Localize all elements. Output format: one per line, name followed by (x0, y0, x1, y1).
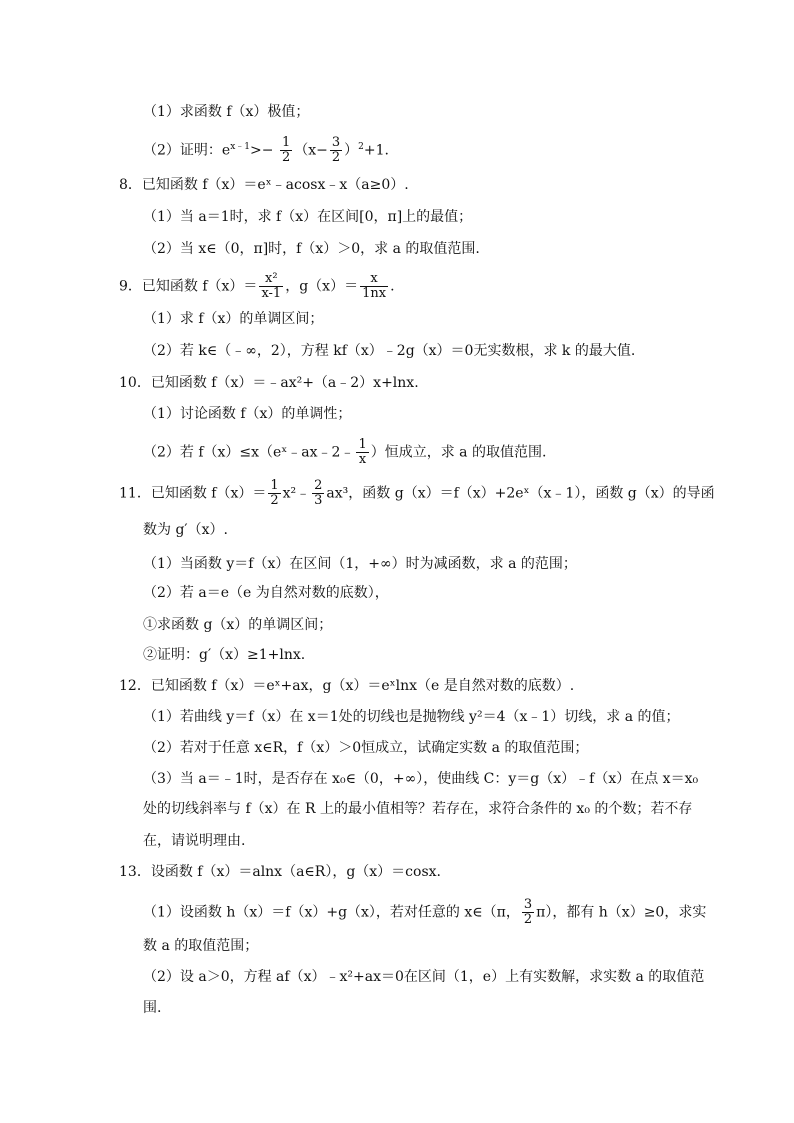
q7-fraction-2-numerator: 3 (331, 135, 341, 150)
q13-title: 13．设函数 f（x）＝alnx（a∈R），g（x）＝cosx. (119, 864, 441, 880)
q7-part2-mid: >− (250, 142, 274, 159)
q9-fraction-1 (259, 272, 283, 301)
q10-title: 10．已知函数 f（x）＝﹣ax²+（a﹣2）x+lnx. (119, 375, 419, 391)
q11-title (119, 479, 715, 508)
q11-fraction-2-numerator: 2 (314, 478, 323, 493)
q9-part1: （1）求 f（x）的单调区间； (143, 311, 324, 327)
q13-fraction (522, 898, 534, 927)
q12-part3-cont1: 处的切线斜率与 f（x）在 R 上的最小值相等？若存在，求符合条件的 x₀ 的个数；若不存 (143, 801, 693, 817)
q11-fraction-1-denominator: 2 (270, 493, 279, 508)
q10-part2-end: ）恒成立，求 a 的取值范围. (370, 444, 547, 461)
q11-end: ax³，函数 g（x）＝f（x）+2eˣ（x﹣1），函数 g（x）的导函 (326, 485, 715, 502)
q11-fraction-2-denominator: 3 (314, 493, 323, 508)
q13-fraction-denominator: 2 (523, 912, 533, 927)
q9-fraction-2 (360, 272, 388, 301)
q11-continuation: 数为 g′（x）. (143, 522, 228, 538)
q7-part2-paren: （x− (294, 142, 328, 159)
q8-title: 8．已知函数 f（x）＝eˣ﹣acosx﹣x（a≥0）. (119, 177, 409, 193)
q11-mid: x²﹣ (282, 485, 311, 502)
q7-part2-square: 2 (358, 141, 364, 152)
q13-fraction-numerator: 3 (523, 897, 533, 912)
q10-fraction (356, 438, 368, 467)
q9-part2: （2）若 k∈（﹣∞，2），方程 kf（x）﹣2g（x）＝0无实数根，求 k 的最大值. (143, 343, 636, 359)
q12-part2: （2）若对于任意 x∈R，f（x）＞0恒成立，试确定实数 a 的取值范围； (143, 740, 589, 756)
q7-part2-close: ） (344, 142, 359, 159)
q11-part2b: ②证明：g′（x）≥1+lnx. (143, 647, 306, 663)
q9-title (119, 272, 395, 301)
q8-part2: （2）当 x∈（0，π]时，f（x）＞0，求 a 的取值范围. (143, 241, 480, 257)
q13-part2-cont: 围. (143, 1000, 162, 1016)
q10-part1: （1）讨论函数 f（x）的单调性； (143, 406, 352, 422)
q10-fraction-denominator: x (358, 452, 367, 467)
q7-part2-end: +1. (363, 142, 389, 159)
q7-fraction-2-denominator: 2 (331, 150, 341, 165)
q7-fraction-1 (280, 136, 292, 165)
q11-part2: （2）若 a＝e（e 为自然对数的底数）， (143, 585, 389, 601)
q13-part1-cont: 数 a 的取值范围； (143, 938, 259, 954)
q12-part3: （3）当 a＝﹣1时，是否存在 x₀∈（0，+∞），使曲线 C：y＝g（x）﹣f（x）在点 x＝x₀ (143, 771, 699, 787)
q7-part2 (143, 136, 389, 165)
q9-fraction-2-numerator: x (360, 272, 388, 287)
q9-prefix: 9．已知函数 f（x）＝ (119, 278, 258, 295)
q7-fraction-2 (330, 136, 342, 165)
q10-fraction-numerator: 1 (358, 437, 367, 452)
q9-fraction-1-denominator: x-1 (261, 286, 282, 301)
q10-part2 (143, 438, 546, 467)
q11-part1: （1）当函数 y＝f（x）在区间（1，+∞）时为减函数，求 a 的范围； (143, 556, 577, 572)
q13-part2: （2）设 a＞0，方程 af（x）﹣x²+ax＝0在区间（1，e）上有实数解，求实数 a 的取值范 (143, 969, 705, 985)
q13-part1-prefix: （1）设函数 h（x）＝f（x）+g（x），若对任意的 x∈（π， (143, 904, 520, 921)
q12-part1: （1）若曲线 y＝f（x）在 x＝1处的切线也是抛物线 y²＝4（x﹣1）切线，求 a 的值； (143, 709, 680, 725)
q13-part1 (143, 898, 706, 927)
q10-part2-prefix: （2）若 f（x）≤x（eˣ﹣ax﹣2﹣ (143, 444, 355, 461)
q7-part2-exponent: x﹣1 (230, 141, 251, 152)
q9-mid: ，g（x）＝ (285, 278, 359, 295)
q13-part1-end: π），都有 h（x）≥0，求实 (536, 904, 707, 921)
q11-part2a: ①求函数 g（x）的单调区间； (143, 617, 333, 633)
q12-part3-cont2: 在，请说明理由. (143, 833, 246, 849)
q12-title: 12．已知函数 f（x）＝eˣ+ax，g（x）＝eˣlnx（e 是自然对数的底数）. (119, 678, 575, 694)
q7-part2-prefix: （2）证明：e (143, 142, 231, 159)
q9-fraction-2-denominator: 1nx (362, 286, 387, 301)
q9-fraction-1-numerator: x² (259, 272, 283, 287)
q9-end: . (390, 278, 395, 295)
q7-fraction-1-numerator: 1 (281, 135, 291, 150)
q11-fraction-1-numerator: 1 (270, 478, 279, 493)
q7-fraction-1-denominator: 2 (281, 150, 291, 165)
q11-fraction-1 (268, 479, 280, 508)
q7-part1: （1）求函数 f（x）极值； (143, 104, 310, 120)
q11-prefix: 11．已知函数 f（x）＝ (119, 485, 267, 502)
q11-fraction-2 (312, 479, 324, 508)
q8-part1: （1）当 a＝1时，求 f（x）在区间[0，π]上的最值； (143, 209, 473, 225)
